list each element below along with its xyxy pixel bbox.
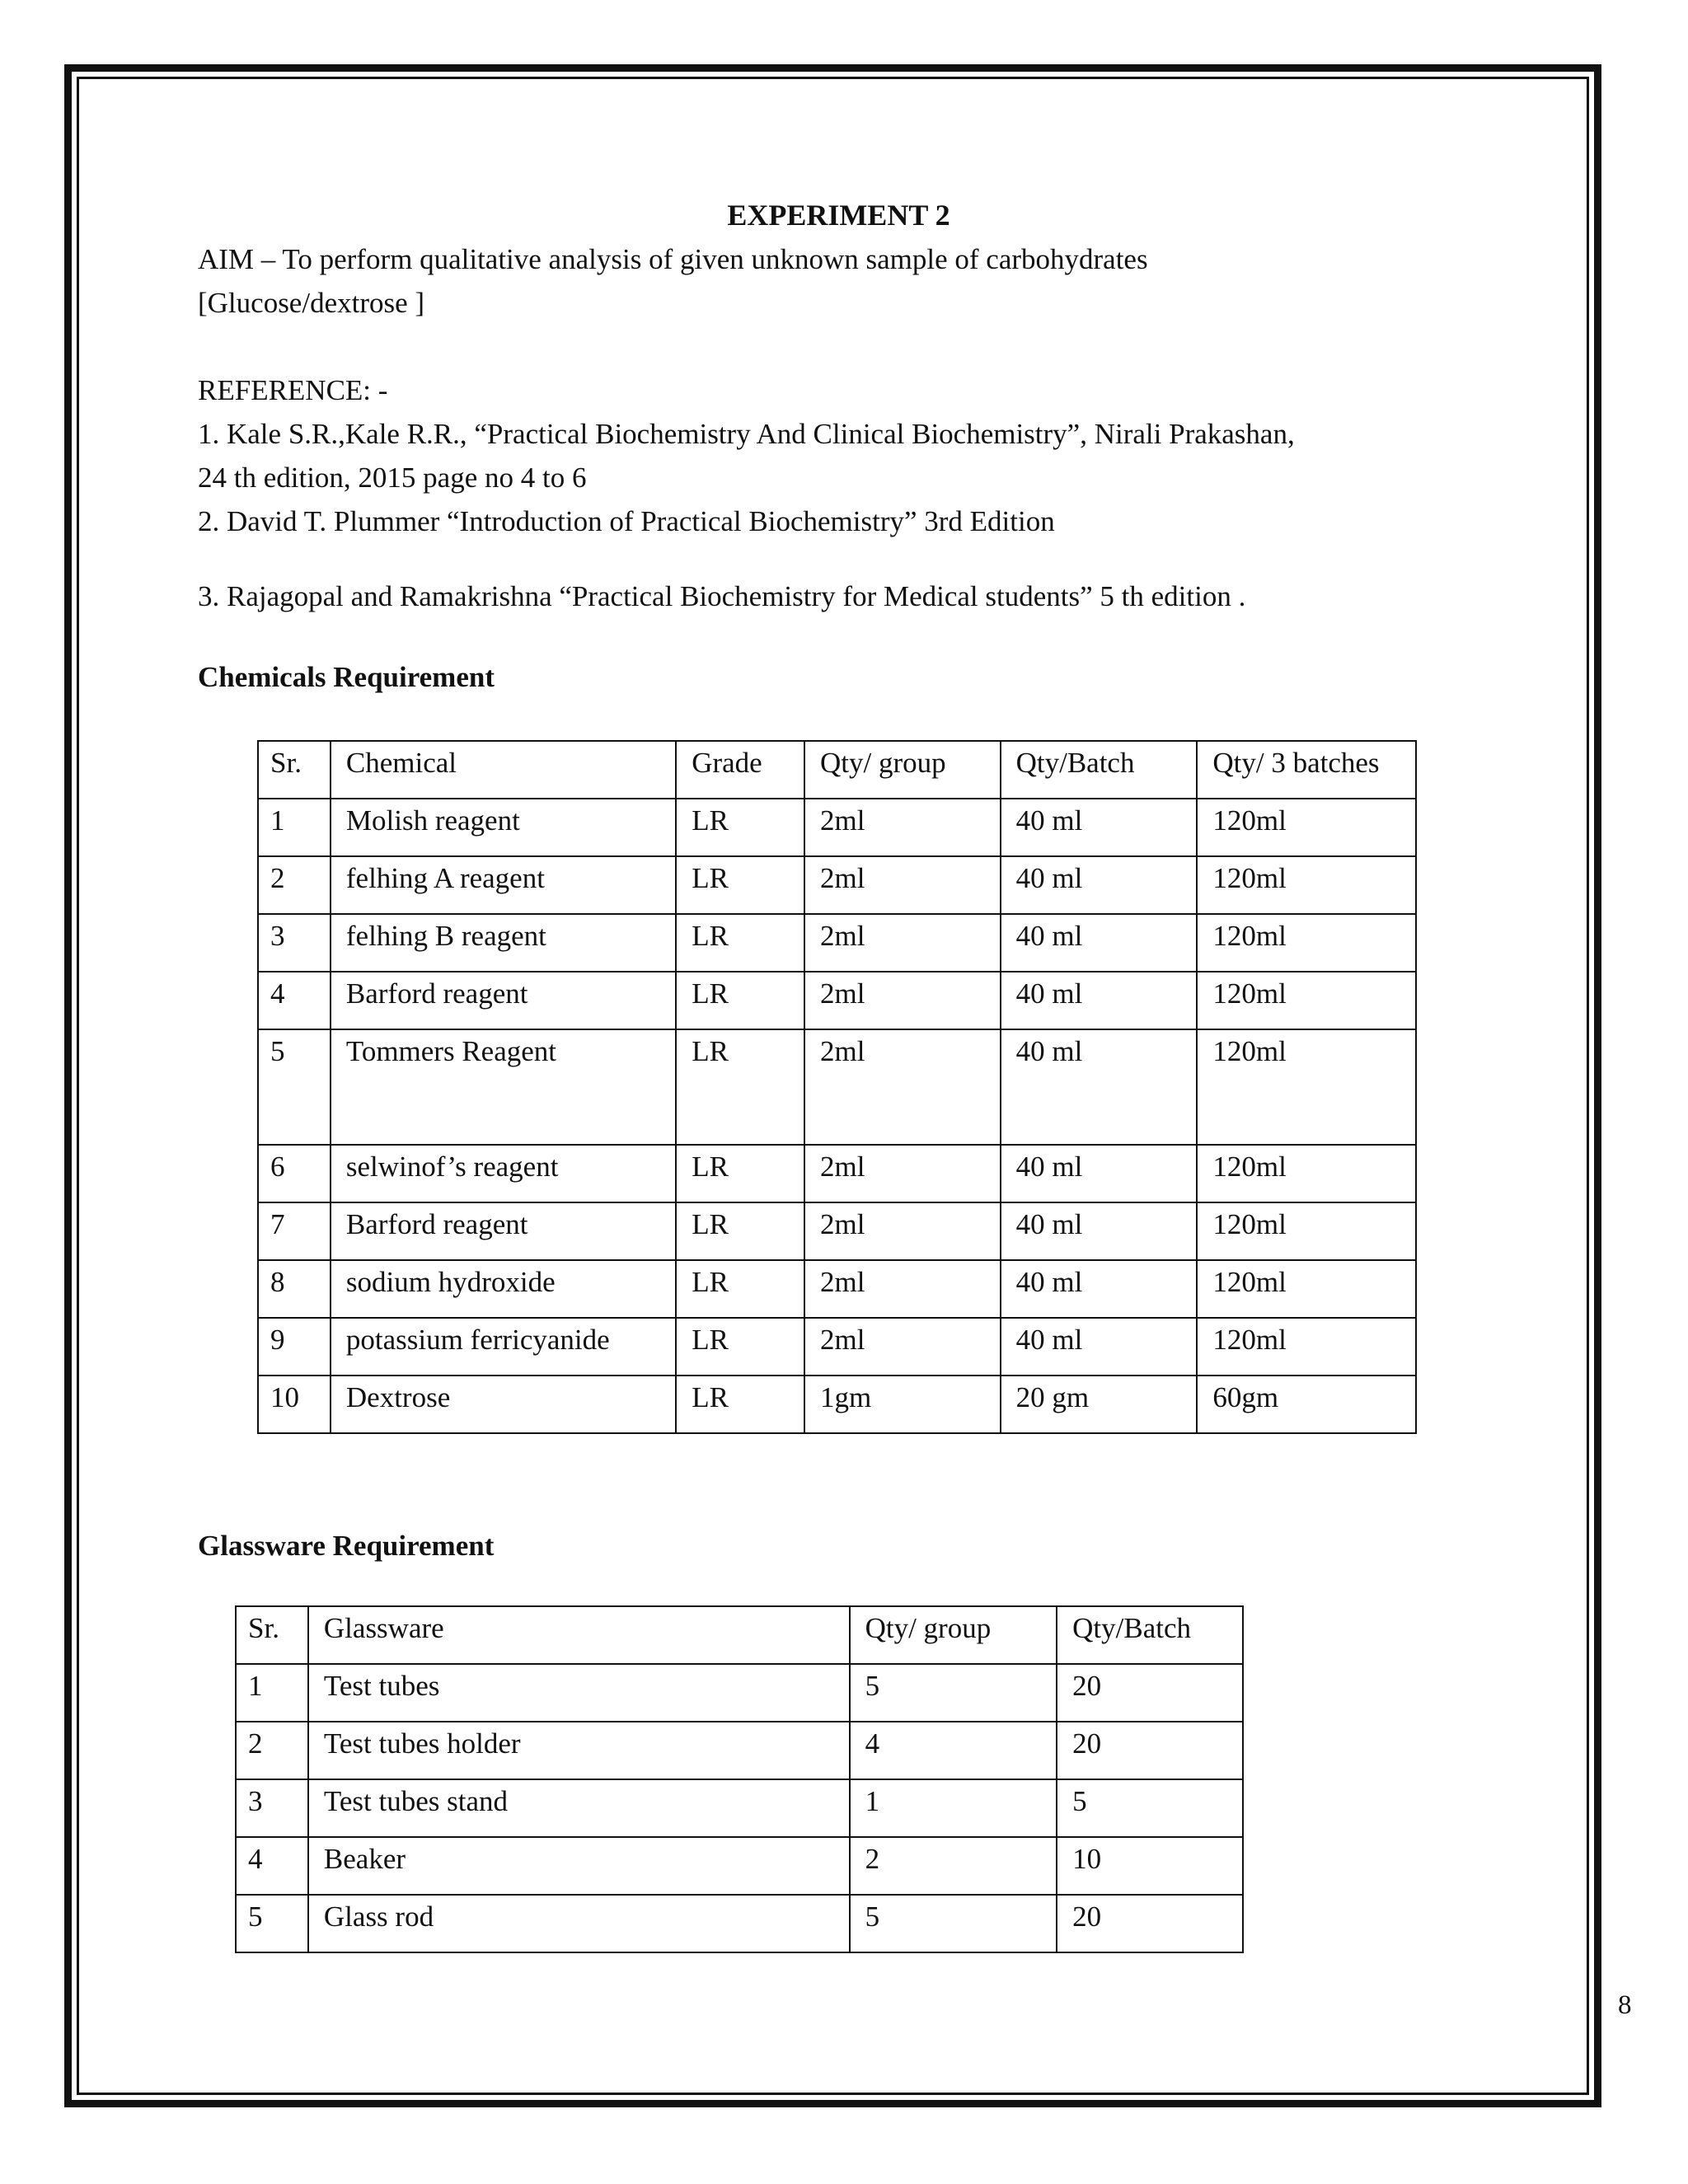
glass-sr: 4 [236,1837,308,1895]
table-row [236,1895,1243,1952]
chem-name: sodium hydroxide [331,1260,676,1318]
chem-qty-batch: 40 ml [1001,799,1198,856]
chem-qty-3-batches: 120ml [1197,972,1416,1029]
chem-grade: LR [676,1260,804,1318]
chem-name: felhing A reagent [331,856,676,914]
chemicals-header-sr: Sr. [258,741,331,799]
glass-qty-batch: 20 [1057,1895,1243,1952]
reference-item-2: 2. David T. Plummer “Introduction of Practical Biochemistry” 3rd Edition [198,505,1055,537]
reference-heading: REFERENCE: - [198,374,388,406]
chem-sr: 3 [258,914,331,972]
chem-qty-batch: 20 gm [1001,1376,1198,1433]
chem-name: Molish reagent [331,799,676,856]
table-row [236,1779,1243,1837]
glass-sr: 3 [236,1779,308,1837]
experiment-title: EXPERIMENT 2 [727,199,950,232]
chem-qty-3-batches: 120ml [1197,1260,1416,1318]
chem-qty-batch: 40 ml [1001,1145,1198,1202]
chem-name: Tommers Reagent [331,1029,676,1145]
table-row [258,1376,1416,1433]
chem-qty-3-batches: 60gm [1197,1376,1416,1433]
aim-line-2: [Glucose/dextrose ] [198,287,425,319]
glass-sr: 5 [236,1895,308,1952]
document-body [198,194,1484,699]
chem-qty-group: 2ml [804,799,1001,856]
glass-qty-batch: 5 [1057,1779,1243,1837]
chem-grade: LR [676,1029,804,1145]
chem-grade: LR [676,1145,804,1202]
chem-qty-3-batches: 120ml [1197,799,1416,856]
glassware-header-qty-batch: Qty/Batch [1057,1606,1243,1664]
chemicals-header-row [258,741,1416,799]
chemicals-header-chemical: Chemical [331,741,676,799]
chem-qty-3-batches: 120ml [1197,856,1416,914]
reference-item-3: 3. Rajagopal and Ramakrishna “Practical Biochemistry for Medical students” 5 th edition . [198,580,1246,612]
glass-qty-group: 5 [850,1664,1057,1722]
chem-name: Barford reagent [331,972,676,1029]
chem-qty-batch: 40 ml [1001,1318,1198,1376]
chem-name: selwinof’s reagent [331,1145,676,1202]
chem-qty-group: 2ml [804,914,1001,972]
chem-sr: 4 [258,972,331,1029]
table-row [258,799,1416,856]
chem-name: potassium ferricyanide [331,1318,676,1376]
chem-sr: 6 [258,1145,331,1202]
table-row [236,1722,1243,1779]
chemicals-header-qty-batch: Qty/Batch [1001,741,1198,799]
chem-sr: 5 [258,1029,331,1145]
table-row [258,1145,1416,1202]
chem-qty-batch: 40 ml [1001,1260,1198,1318]
glass-qty-batch: 20 [1057,1664,1243,1722]
glassware-header-qty-group: Qty/ group [850,1606,1057,1664]
reference-item-1-line-2: 24 th edition, 2015 page no 4 to 6 [198,462,587,494]
chem-qty-group: 2ml [804,856,1001,914]
chemicals-header-grade: Grade [676,741,804,799]
chem-sr: 9 [258,1318,331,1376]
table-row [258,1318,1416,1376]
chem-qty-3-batches: 120ml [1197,914,1416,972]
table-row [258,1202,1416,1260]
glass-qty-batch: 10 [1057,1837,1243,1895]
chem-grade: LR [676,856,804,914]
chem-qty-group: 2ml [804,1029,1001,1145]
chem-qty-group: 2ml [804,1145,1001,1202]
chem-qty-batch: 40 ml [1001,1029,1198,1145]
glassware-header-sr: Sr. [236,1606,308,1664]
glass-name: Glass rod [308,1895,850,1952]
chem-sr: 2 [258,856,331,914]
chem-sr: 8 [258,1260,331,1318]
glass-qty-group: 1 [850,1779,1057,1837]
glass-sr: 1 [236,1664,308,1722]
table-row [258,972,1416,1029]
reference-item-1-line-1: 1. Kale S.R.,Kale R.R., “Practical Biochemistry And Clinical Biochemistry”, Nirali Prakashan, [198,418,1295,450]
table-row [258,856,1416,914]
chem-qty-3-batches: 120ml [1197,1318,1416,1376]
chem-qty-group: 2ml [804,1260,1001,1318]
chemicals-header-qty-group: Qty/ group [804,741,1001,799]
chem-qty-group: 2ml [804,1202,1001,1260]
chem-grade: LR [676,972,804,1029]
chem-qty-group: 2ml [804,1318,1001,1376]
glassware-heading: Glassware Requirement [198,1530,495,1562]
chemicals-heading: Chemicals Requirement [198,661,495,693]
chem-grade: LR [676,799,804,856]
chem-qty-3-batches: 120ml [1197,1145,1416,1202]
chem-name: Dextrose [331,1376,676,1433]
chem-grade: LR [676,1376,804,1433]
glass-name: Test tubes [308,1664,850,1722]
chem-sr: 10 [258,1376,331,1433]
glassware-header-name: Glassware [308,1606,850,1664]
chem-name: Barford reagent [331,1202,676,1260]
chem-qty-batch: 40 ml [1001,914,1198,972]
table-row [258,1029,1416,1145]
glassware-table [235,1605,1244,1953]
chem-qty-group: 1gm [804,1376,1001,1433]
glass-name: Test tubes holder [308,1722,850,1779]
table-row [236,1837,1243,1895]
chem-qty-batch: 40 ml [1001,972,1198,1029]
chem-qty-batch: 40 ml [1001,856,1198,914]
chem-grade: LR [676,914,804,972]
aim-line-1: AIM – To perform qualitative analysis of given unknown sample of carbohydrates [198,243,1148,275]
chem-qty-batch: 40 ml [1001,1202,1198,1260]
chemicals-table [257,740,1417,1434]
table-row [236,1664,1243,1722]
glass-name: Beaker [308,1837,850,1895]
table-row [258,914,1416,972]
chem-sr: 1 [258,799,331,856]
glass-qty-batch: 20 [1057,1722,1243,1779]
glass-qty-group: 2 [850,1837,1057,1895]
glass-name: Test tubes stand [308,1779,850,1837]
chem-sr: 7 [258,1202,331,1260]
glass-qty-group: 5 [850,1895,1057,1952]
chem-qty-group: 2ml [804,972,1001,1029]
chemicals-header-qty-3-batches: Qty/ 3 batches [1197,741,1416,799]
chem-qty-3-batches: 120ml [1197,1202,1416,1260]
page-number: 8 [1618,1990,1632,2020]
glassware-header-row [236,1606,1243,1664]
chem-name: felhing B reagent [331,914,676,972]
chem-qty-3-batches: 120ml [1197,1029,1416,1145]
glass-qty-group: 4 [850,1722,1057,1779]
glass-sr: 2 [236,1722,308,1779]
chem-grade: LR [676,1202,804,1260]
table-row [258,1260,1416,1318]
chem-grade: LR [676,1318,804,1376]
